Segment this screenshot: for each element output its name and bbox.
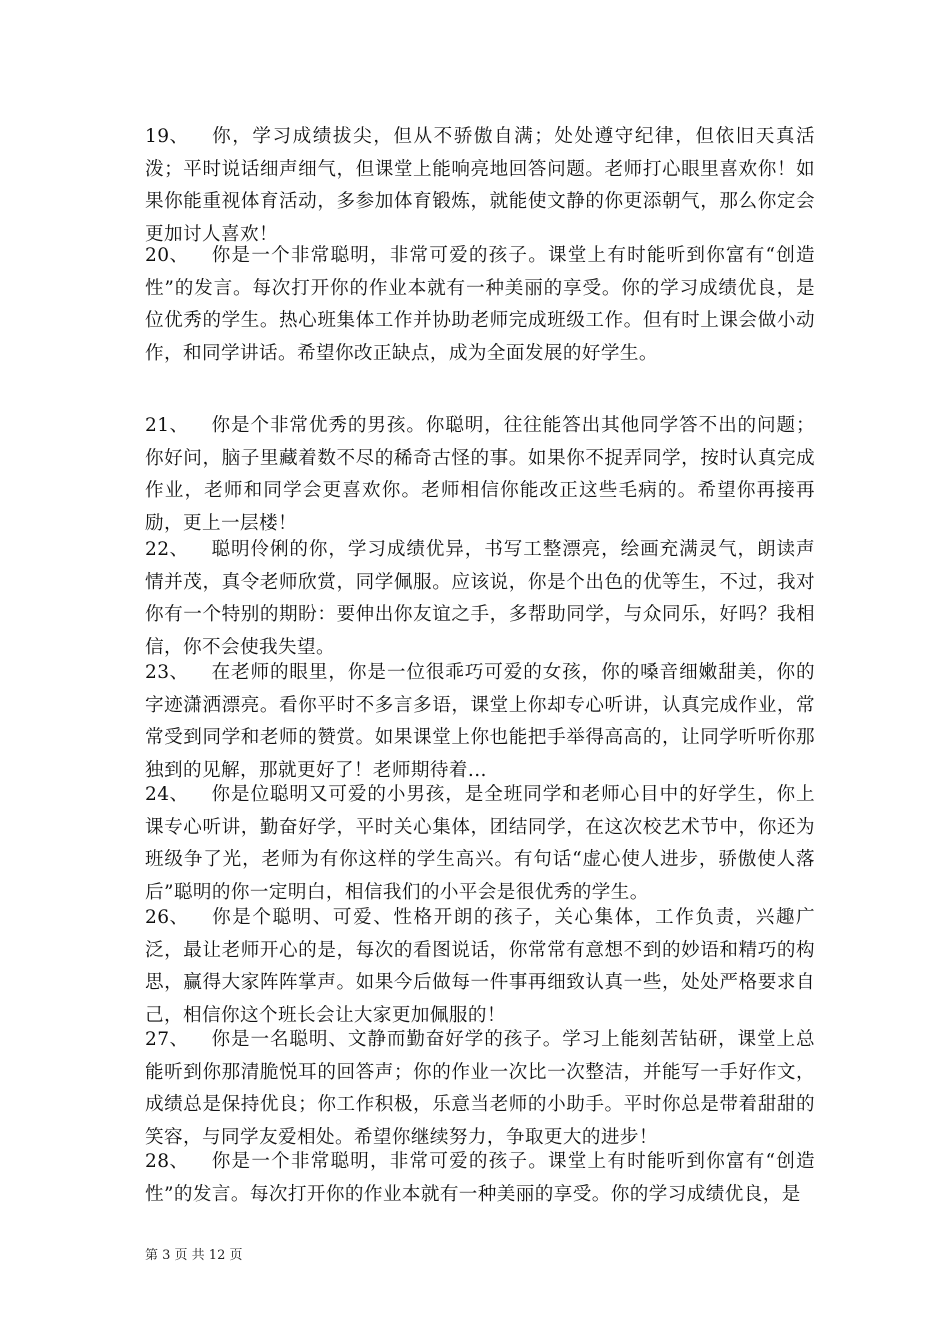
paragraph-number: 23、 [145, 662, 189, 683]
page-footer: 第 3 页 共 12 页 [145, 1248, 243, 1263]
comment-paragraph-28 [145, 1146, 815, 1211]
comment-paragraph-19 [145, 121, 815, 251]
comment-paragraph-24 [145, 779, 815, 909]
paragraph-text: 你是个聪明、可爱、性格开朗的孩子，关心集体，工作负责，兴趣广泛，最让老师开心的是，每次的看图说话，你常常有意想不到的妙语和精巧的构思，赢得大家阵阵掌声。如果今后做每一件事再细致认真一些，处处严格要求自己，相信你这个班长会让大家更加佩服的！ [145, 907, 815, 1026]
paragraph-text: 你是一个非常聪明，非常可爱的孩子。课堂上有时能听到你富有“创造性”的发言。每次打开你的作业本就有一种美丽的享受。你的学习成绩优良，是位优秀的学生。热心班集体工作并协助老师完成班级工作。但有时上课会做小动作，和同学讲话。希望你改正缺点，成为全面发展的好学生。 [145, 245, 815, 364]
paragraph-text: 你，学习成绩拔尖，但从不骄傲自满；处处遵守纪律，但依旧天真活泼；平时说话细声细气，但课堂上能响亮地回答问题。老师打心眼里喜欢你！如果你能重视体育活动，多参加体育锻炼，就能使文静的你更添朝气，那么你定会更加讨人喜欢！ [145, 126, 815, 245]
paragraph-text: 你是一个非常聪明，非常可爱的孩子。课堂上有时能听到你富有“创造性”的发言。每次打开你的作业本就有一种美丽的享受。你的学习成绩优良，是 [145, 1151, 815, 1205]
paragraph-number: 26、 [145, 907, 189, 928]
comment-paragraph-20 [145, 240, 815, 370]
paragraph-number: 24、 [145, 784, 189, 805]
comment-paragraph-26 [145, 902, 815, 1032]
paragraph-number: 19、 [145, 126, 189, 147]
paragraph-number: 27、 [145, 1029, 189, 1050]
paragraph-number: 22、 [145, 539, 189, 560]
comment-paragraph-21 [145, 410, 815, 540]
comment-paragraph-22 [145, 534, 815, 664]
paragraph-text: 你是个非常优秀的男孩。你聪明，往往能答出其他同学答不出的问题；你好问，脑子里藏着数不尽的稀奇古怪的事。如果你不捉弄同学，按时认真完成作业，老师和同学会更喜欢你。老师相信你能改正这些毛病的。希望你再接再励，更上一层楼！ [145, 415, 815, 534]
comment-paragraph-27 [145, 1024, 815, 1154]
paragraph-text: 在老师的眼里，你是一位很乖巧可爱的女孩，你的嗓音细嫩甜美，你的字迹潇洒漂亮。看你平时不多言多语，课堂上你却专心听讲，认真完成作业，常常受到同学和老师的赞赏。如果课堂上你也能把手举得高高的，让同学听听你那独到的见解，那就更好了！老师期待着... [145, 662, 815, 781]
paragraph-text: 聪明伶俐的你，学习成绩优异，书写工整漂亮，绘画充满灵气，朗读声情并茂，真令老师欣赏，同学佩服。应该说，你是个出色的优等生，不过，我对你有一个特别的期盼：要伸出你友谊之手，多帮助同学，与众同乐，好吗？我相信，你不会使我失望。 [145, 539, 815, 658]
paragraph-number: 21、 [145, 415, 189, 436]
paragraph-text: 你是位聪明又可爱的小男孩，是全班同学和老师心目中的好学生，你上课专心听讲，勤奋好学，平时关心集体，团结同学，在这次校艺术节中，你还为班级争了光，老师为有你这样的学生高兴。有句话“虚心使人进步，骄傲使人落后”聪明的你一定明白，相信我们的小平会是很优秀的学生。 [145, 784, 815, 903]
paragraph-text: 你是一名聪明、文静而勤奋好学的孩子。学习上能刻苦钻研，课堂上总能听到你那清脆悦耳的回答声；你的作业一次比一次整洁，并能写一手好作文，成绩总是保持优良；你工作积极，乐意当老师的小助手。平时你总是带着甜甜的笑容，与同学友爱相处。希望你继续努力，争取更大的进步！ [145, 1029, 815, 1148]
paragraph-number: 28、 [145, 1151, 189, 1172]
paragraph-number: 20、 [145, 245, 189, 266]
comment-paragraph-23 [145, 657, 815, 787]
